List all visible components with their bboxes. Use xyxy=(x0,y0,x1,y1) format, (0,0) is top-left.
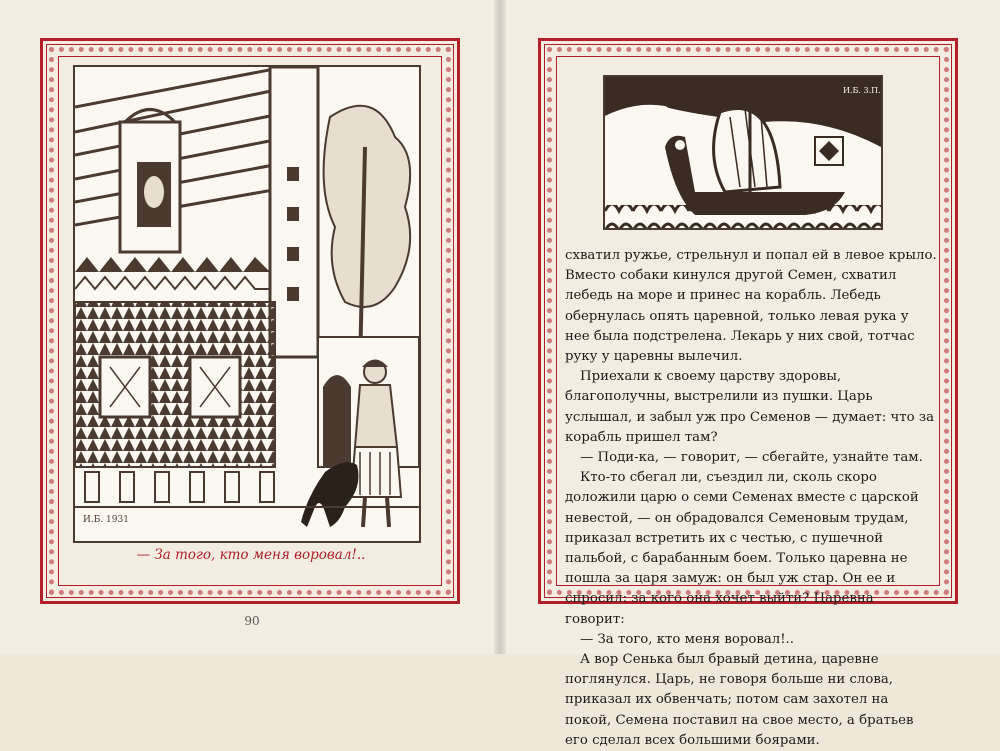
paragraph-6: А вор Сенька был бравый детина, царевне поглянулся. Царь, не говоря больше ни слова, приказал их обвенчать; потом сам захотел на покой, Семена поставил на свое место, а братьев его сделал всех большими боярами. xyxy=(565,652,914,748)
paragraph-1: схватил ружье, стрельнул и попал ей в левое крыло. Вместо собаки кинулся другой Семен, схватил лебедь на море и принес на корабль. Лебедь обернулась опять царевной, только левая рука у нее была подстрелена. Лекарь у них свой, тотчас руку у царевны вылечил. xyxy=(565,248,937,365)
right-monogram: И.Б. 3.П. xyxy=(843,86,881,95)
right-illustration xyxy=(603,75,883,230)
paragraph-4: Кто-то сбегал ли, съездил ли, сколь скоро доложили царю о семи Семенах вместе с царской невестой, — он обрадовался Семеновым трудам, приказал встретить их с честью, с пушечной пальбой, с барабанным боем. Только царевна не пошла за царя замуж: он был уж стар. Он ее и спросил: за кого она хочет выйти? Царевна говорит: xyxy=(565,470,919,627)
paragraph-3: — Поди-ка, — говорит, — сбегайте, узнайте там. xyxy=(580,450,923,466)
ship-engraving xyxy=(605,77,881,228)
page-number: 90 xyxy=(244,614,260,628)
izba-engraving xyxy=(75,67,419,541)
paragraph-5: — За того, кто меня воровал!.. xyxy=(580,631,795,647)
book-gutter xyxy=(494,0,506,654)
illustration-caption: — За того, кто меня воровал!.. xyxy=(136,547,366,563)
left-illustration xyxy=(73,65,421,543)
story-text xyxy=(565,246,937,751)
left-monogram: И.Б. 1931 xyxy=(83,515,129,525)
paragraph-2: Приехали к своему царству здоровы, благополучны, выстрелили из пушки. Царь услышал, и забыл уж про Семенов — думает: что за корабль пришел там? xyxy=(565,369,935,445)
